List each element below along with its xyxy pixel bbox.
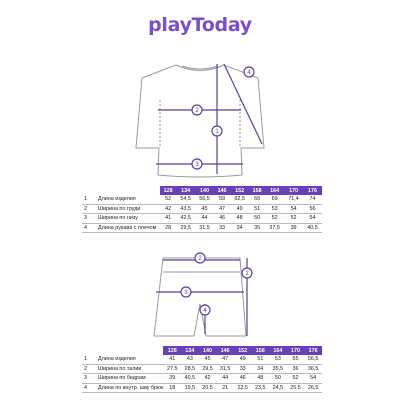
row-number: 3	[82, 214, 98, 224]
cell: 22,5	[234, 383, 252, 393]
size-header: 170	[284, 186, 303, 195]
cell: 47	[216, 355, 234, 364]
tshirt-size-header-row	[82, 186, 322, 195]
row-number: 2	[82, 204, 98, 214]
table-row	[82, 223, 322, 233]
cell: 33	[214, 223, 230, 233]
shorts-marker-2: 2	[198, 256, 202, 262]
size-header: 158	[249, 186, 265, 195]
cell: 45	[199, 355, 217, 364]
table-row	[82, 355, 322, 364]
cell: 52	[160, 195, 176, 204]
cell: 50	[269, 374, 287, 384]
cell: 24,5	[269, 383, 287, 393]
cell: 48	[230, 214, 249, 224]
cell: 49	[234, 355, 252, 364]
row-label: Ширина по низу	[98, 214, 160, 224]
cell: 31,5	[216, 364, 234, 374]
tshirt-size-table	[82, 186, 322, 233]
cell: 56	[303, 204, 322, 214]
shorts-outline	[154, 258, 246, 336]
row-number: 4	[82, 223, 98, 233]
cell: 69	[265, 195, 284, 204]
row-label: Длина изделия	[98, 195, 160, 204]
row-label: Длина по внутр. шву брюк	[98, 385, 164, 392]
cell: 36	[287, 364, 305, 374]
cell: 56,5	[195, 195, 214, 204]
cell: 59	[214, 195, 230, 204]
cell: 40,5	[181, 374, 199, 384]
cell: 35,5	[269, 364, 287, 374]
cell: 19,5	[181, 383, 199, 393]
cell: 42,5	[176, 214, 195, 224]
cell: 37,5	[265, 223, 284, 233]
table-row	[82, 214, 322, 224]
size-header: 146	[216, 346, 234, 355]
cell: 29,5	[176, 223, 195, 233]
tshirt-marker-3: 3	[195, 162, 199, 168]
cell: 26,5	[304, 383, 322, 393]
size-header: 134	[181, 346, 199, 355]
cell: 34	[230, 223, 249, 233]
tshirt-marker-4: 4	[247, 70, 251, 76]
row-label: Длина изделия	[98, 355, 163, 364]
table-row	[82, 195, 322, 204]
cell: 54	[304, 374, 322, 384]
cell: 42	[199, 374, 217, 384]
cell: 66	[249, 195, 265, 204]
shorts-marker-1: 1	[245, 271, 249, 277]
shorts-marker-4: 4	[203, 308, 207, 314]
cell: 41	[163, 355, 181, 364]
cell: 55	[287, 355, 305, 364]
cell: 29,5	[199, 364, 217, 374]
row-number: 1	[82, 195, 98, 204]
cell: 28	[160, 223, 176, 233]
cell: 56,5	[304, 355, 322, 364]
cell: 52	[265, 214, 284, 224]
cell: 50	[249, 214, 265, 224]
size-header: 170	[287, 346, 305, 355]
cell: 40,5	[303, 223, 322, 233]
cell: 48	[252, 374, 270, 384]
table-row	[82, 364, 322, 374]
cell: 31,5	[195, 223, 214, 233]
shorts-marker-3: 3	[184, 290, 188, 296]
cell: 54,5	[176, 195, 195, 204]
row-label: Ширина по бедрам	[98, 374, 163, 384]
size-header: 176	[303, 186, 322, 195]
cell: 54	[303, 214, 322, 224]
cell: 52	[287, 374, 305, 384]
cell: 45	[195, 204, 214, 214]
cell: 53	[265, 204, 284, 214]
size-header: 164	[269, 346, 287, 355]
row-label: Ширина по талии	[98, 364, 163, 374]
cell: 46	[214, 214, 230, 224]
size-header: 176	[304, 346, 322, 355]
cell: 43,5	[176, 204, 195, 214]
shorts-size-table	[82, 346, 322, 393]
size-header: 146	[214, 186, 230, 195]
cell: 53	[269, 355, 287, 364]
row-number: 3	[82, 374, 98, 384]
row-label: Ширина по груди	[98, 204, 160, 214]
cell: 51	[252, 355, 270, 364]
cell: 52	[284, 214, 303, 224]
tshirt-marker-1: 1	[215, 129, 219, 135]
cell: 20,5	[199, 383, 217, 393]
size-header: 140	[195, 186, 214, 195]
size-header: 140	[199, 346, 217, 355]
cell: 39	[163, 374, 181, 384]
size-header: 158	[252, 346, 270, 355]
cell: 35	[249, 223, 265, 233]
cell: 21	[216, 383, 234, 393]
size-header: 152	[234, 346, 252, 355]
size-header: 128	[160, 186, 176, 195]
row-number: 1	[82, 355, 98, 364]
size-header: 164	[265, 186, 284, 195]
size-header: 152	[230, 186, 249, 195]
cell: 44	[216, 374, 234, 384]
table-row	[82, 204, 322, 214]
cell: 49	[230, 204, 249, 214]
size-header: 134	[176, 186, 195, 195]
cell: 41	[160, 214, 176, 224]
row-number: 4	[82, 383, 98, 393]
brand-logo: playToday	[148, 14, 252, 36]
cell: 74	[303, 195, 322, 204]
cell: 46	[234, 374, 252, 384]
size-header: 128	[163, 346, 181, 355]
table-row	[82, 383, 322, 393]
cell: 18	[163, 383, 181, 393]
cell: 25,5	[287, 383, 305, 393]
table-row	[82, 374, 322, 384]
cell: 27,5	[163, 364, 181, 374]
cell: 42	[160, 204, 176, 214]
cell: 23,5	[252, 383, 270, 393]
cell: 47	[214, 204, 230, 214]
shorts-size-header-row	[82, 346, 322, 355]
cell: 39	[284, 223, 303, 233]
row-number: 2	[82, 364, 98, 374]
cell: 36,5	[304, 364, 322, 374]
cell: 54	[284, 204, 303, 214]
cell: 44	[195, 214, 214, 224]
cell: 33	[234, 364, 252, 374]
row-label: Длина рукава с плечом	[98, 223, 160, 233]
cell: 71,4	[284, 195, 303, 204]
cell: 34	[252, 364, 270, 374]
cell: 43	[181, 355, 199, 364]
tshirt-marker-2: 2	[195, 108, 199, 114]
cell: 51	[249, 204, 265, 214]
cell: 62,5	[230, 195, 249, 204]
cell: 28,5	[181, 364, 199, 374]
